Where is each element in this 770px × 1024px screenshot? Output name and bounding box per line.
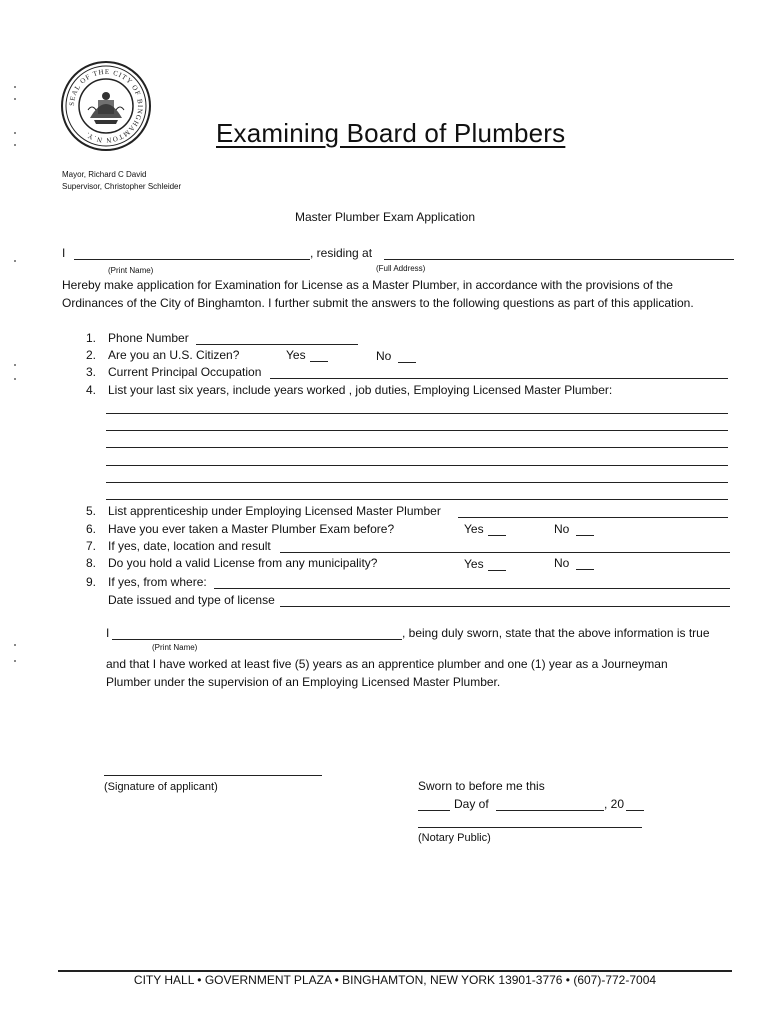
- q7-number: 7.: [86, 539, 97, 553]
- q8-no-field[interactable]: [576, 569, 594, 570]
- q6-no-label: No: [554, 522, 570, 536]
- signature-field[interactable]: [104, 775, 322, 776]
- sworn-print-name-caption: (Print Name): [152, 643, 198, 652]
- mayor-name: Mayor, Richard C David: [62, 170, 147, 179]
- q2-number: 2.: [86, 348, 97, 362]
- q5-text: List apprenticeship under Employing Licensed Master Plumber: [108, 504, 441, 518]
- scan-mark: [14, 364, 16, 366]
- work-history-line[interactable]: [106, 499, 728, 500]
- q8-no-label: No: [554, 556, 570, 570]
- city-seal: [60, 60, 152, 152]
- sworn-prefix: I: [106, 626, 110, 640]
- scan-mark: [14, 660, 16, 662]
- apprenticeship-field[interactable]: [458, 517, 728, 518]
- q4-number: 4.: [86, 383, 97, 397]
- q9-text: If yes, from where:: [108, 575, 207, 589]
- q8-yes-label: Yes: [464, 557, 484, 571]
- scan-mark: [14, 644, 16, 646]
- sworn-suffix: , being duly sworn, state that the above information is true: [402, 626, 710, 640]
- footer-divider: [58, 970, 732, 972]
- q2-no-field[interactable]: [398, 362, 416, 363]
- date-issued-field[interactable]: [280, 606, 730, 607]
- scan-mark: [14, 132, 16, 134]
- q6-number: 6.: [86, 522, 97, 536]
- supervisor-name: Supervisor, Christopher Schleider: [62, 182, 182, 191]
- scan-mark: [14, 378, 16, 380]
- q6-no-field[interactable]: [576, 535, 594, 536]
- notary-day-of-label: Day of: [454, 797, 489, 811]
- scan-mark: [14, 98, 16, 100]
- sworn-continuation: and that I have worked at least five (5) years as an apprentice plumber and one (1) year as a Journeyman Plumber under the supervision of an Employing Licensed Master Plumber.: [106, 657, 668, 689]
- q2-yes-field[interactable]: [310, 361, 328, 362]
- q6-yes-field[interactable]: [488, 535, 506, 536]
- notary-signature-field[interactable]: [418, 827, 642, 828]
- full-address-caption: (Full Address): [376, 264, 426, 273]
- residing-label: , residing at: [310, 246, 373, 260]
- q7-text: If yes, date, location and result: [108, 539, 271, 553]
- print-name-caption: (Print Name): [108, 266, 154, 275]
- intro-paragraph: Hereby make application for Examination for License as a Master Plumber, in accordance with the provisions of the Ordinances of the City of Binghamton. I further submit the answers to the following questions as part of this application.: [62, 278, 694, 310]
- work-history-line[interactable]: [106, 413, 728, 414]
- scan-mark: [14, 260, 16, 262]
- notary-year-prefix: , 20: [604, 797, 625, 811]
- applicant-prefix: I: [62, 246, 66, 260]
- date-issued-label: Date issued and type of license: [108, 593, 275, 607]
- q2-no-label: No: [376, 349, 392, 363]
- form-heading: Master Plumber Exam Application: [294, 210, 476, 224]
- q9-number: 9.: [86, 575, 97, 589]
- exam-result-field[interactable]: [280, 552, 730, 553]
- work-history-line[interactable]: [106, 465, 728, 466]
- q1-text: Phone Number: [108, 331, 189, 345]
- occupation-field[interactable]: [270, 378, 728, 379]
- notary-sworn-text: Sworn to before me this: [418, 779, 545, 793]
- q8-text: Do you hold a valid License from any municipality?: [108, 556, 378, 570]
- sworn-print-name-field[interactable]: [112, 639, 402, 640]
- q3-text: Current Principal Occupation: [108, 365, 262, 379]
- signature-caption: (Signature of applicant): [104, 781, 218, 793]
- full-address-field[interactable]: [384, 259, 734, 260]
- work-history-line[interactable]: [106, 482, 728, 483]
- q6-text: Have you ever taken a Master Plumber Exam before?: [108, 522, 395, 536]
- notary-month-field[interactable]: [496, 810, 604, 811]
- q2-text: Are you an U.S. Citizen?: [108, 348, 240, 362]
- q4-text: List your last six years, include years worked , job duties, Employing Licensed Master Plumber:: [108, 383, 613, 397]
- q8-yes-field[interactable]: [488, 570, 506, 571]
- notary-year-field[interactable]: [626, 810, 644, 811]
- svg-text:SEAL OF THE CITY OF BINGHAMTON: SEAL OF THE CITY OF BINGHAMTON N.Y.: [67, 67, 145, 145]
- q5-number: 5.: [86, 504, 97, 518]
- q6-yes-label: Yes: [464, 522, 484, 536]
- page-title: Examining Board of Plumbers: [216, 118, 566, 148]
- q3-number: 3.: [86, 365, 97, 379]
- work-history-line[interactable]: [106, 447, 728, 448]
- footer-address: CITY HALL • GOVERNMENT PLAZA • BINGHAMTON, NEW YORK 13901-3776 • (607)-772-7004: [133, 973, 657, 987]
- notary-caption: (Notary Public): [418, 832, 491, 844]
- notary-day-field[interactable]: [418, 810, 450, 811]
- phone-number-field[interactable]: [196, 344, 358, 345]
- work-history-line[interactable]: [106, 430, 728, 431]
- print-name-field[interactable]: [74, 259, 310, 260]
- q1-number: 1.: [86, 331, 97, 345]
- license-origin-field[interactable]: [214, 588, 730, 589]
- q8-number: 8.: [86, 556, 97, 570]
- scan-mark: [14, 86, 16, 88]
- scan-mark: [14, 144, 16, 146]
- q2-yes-label: Yes: [286, 348, 306, 362]
